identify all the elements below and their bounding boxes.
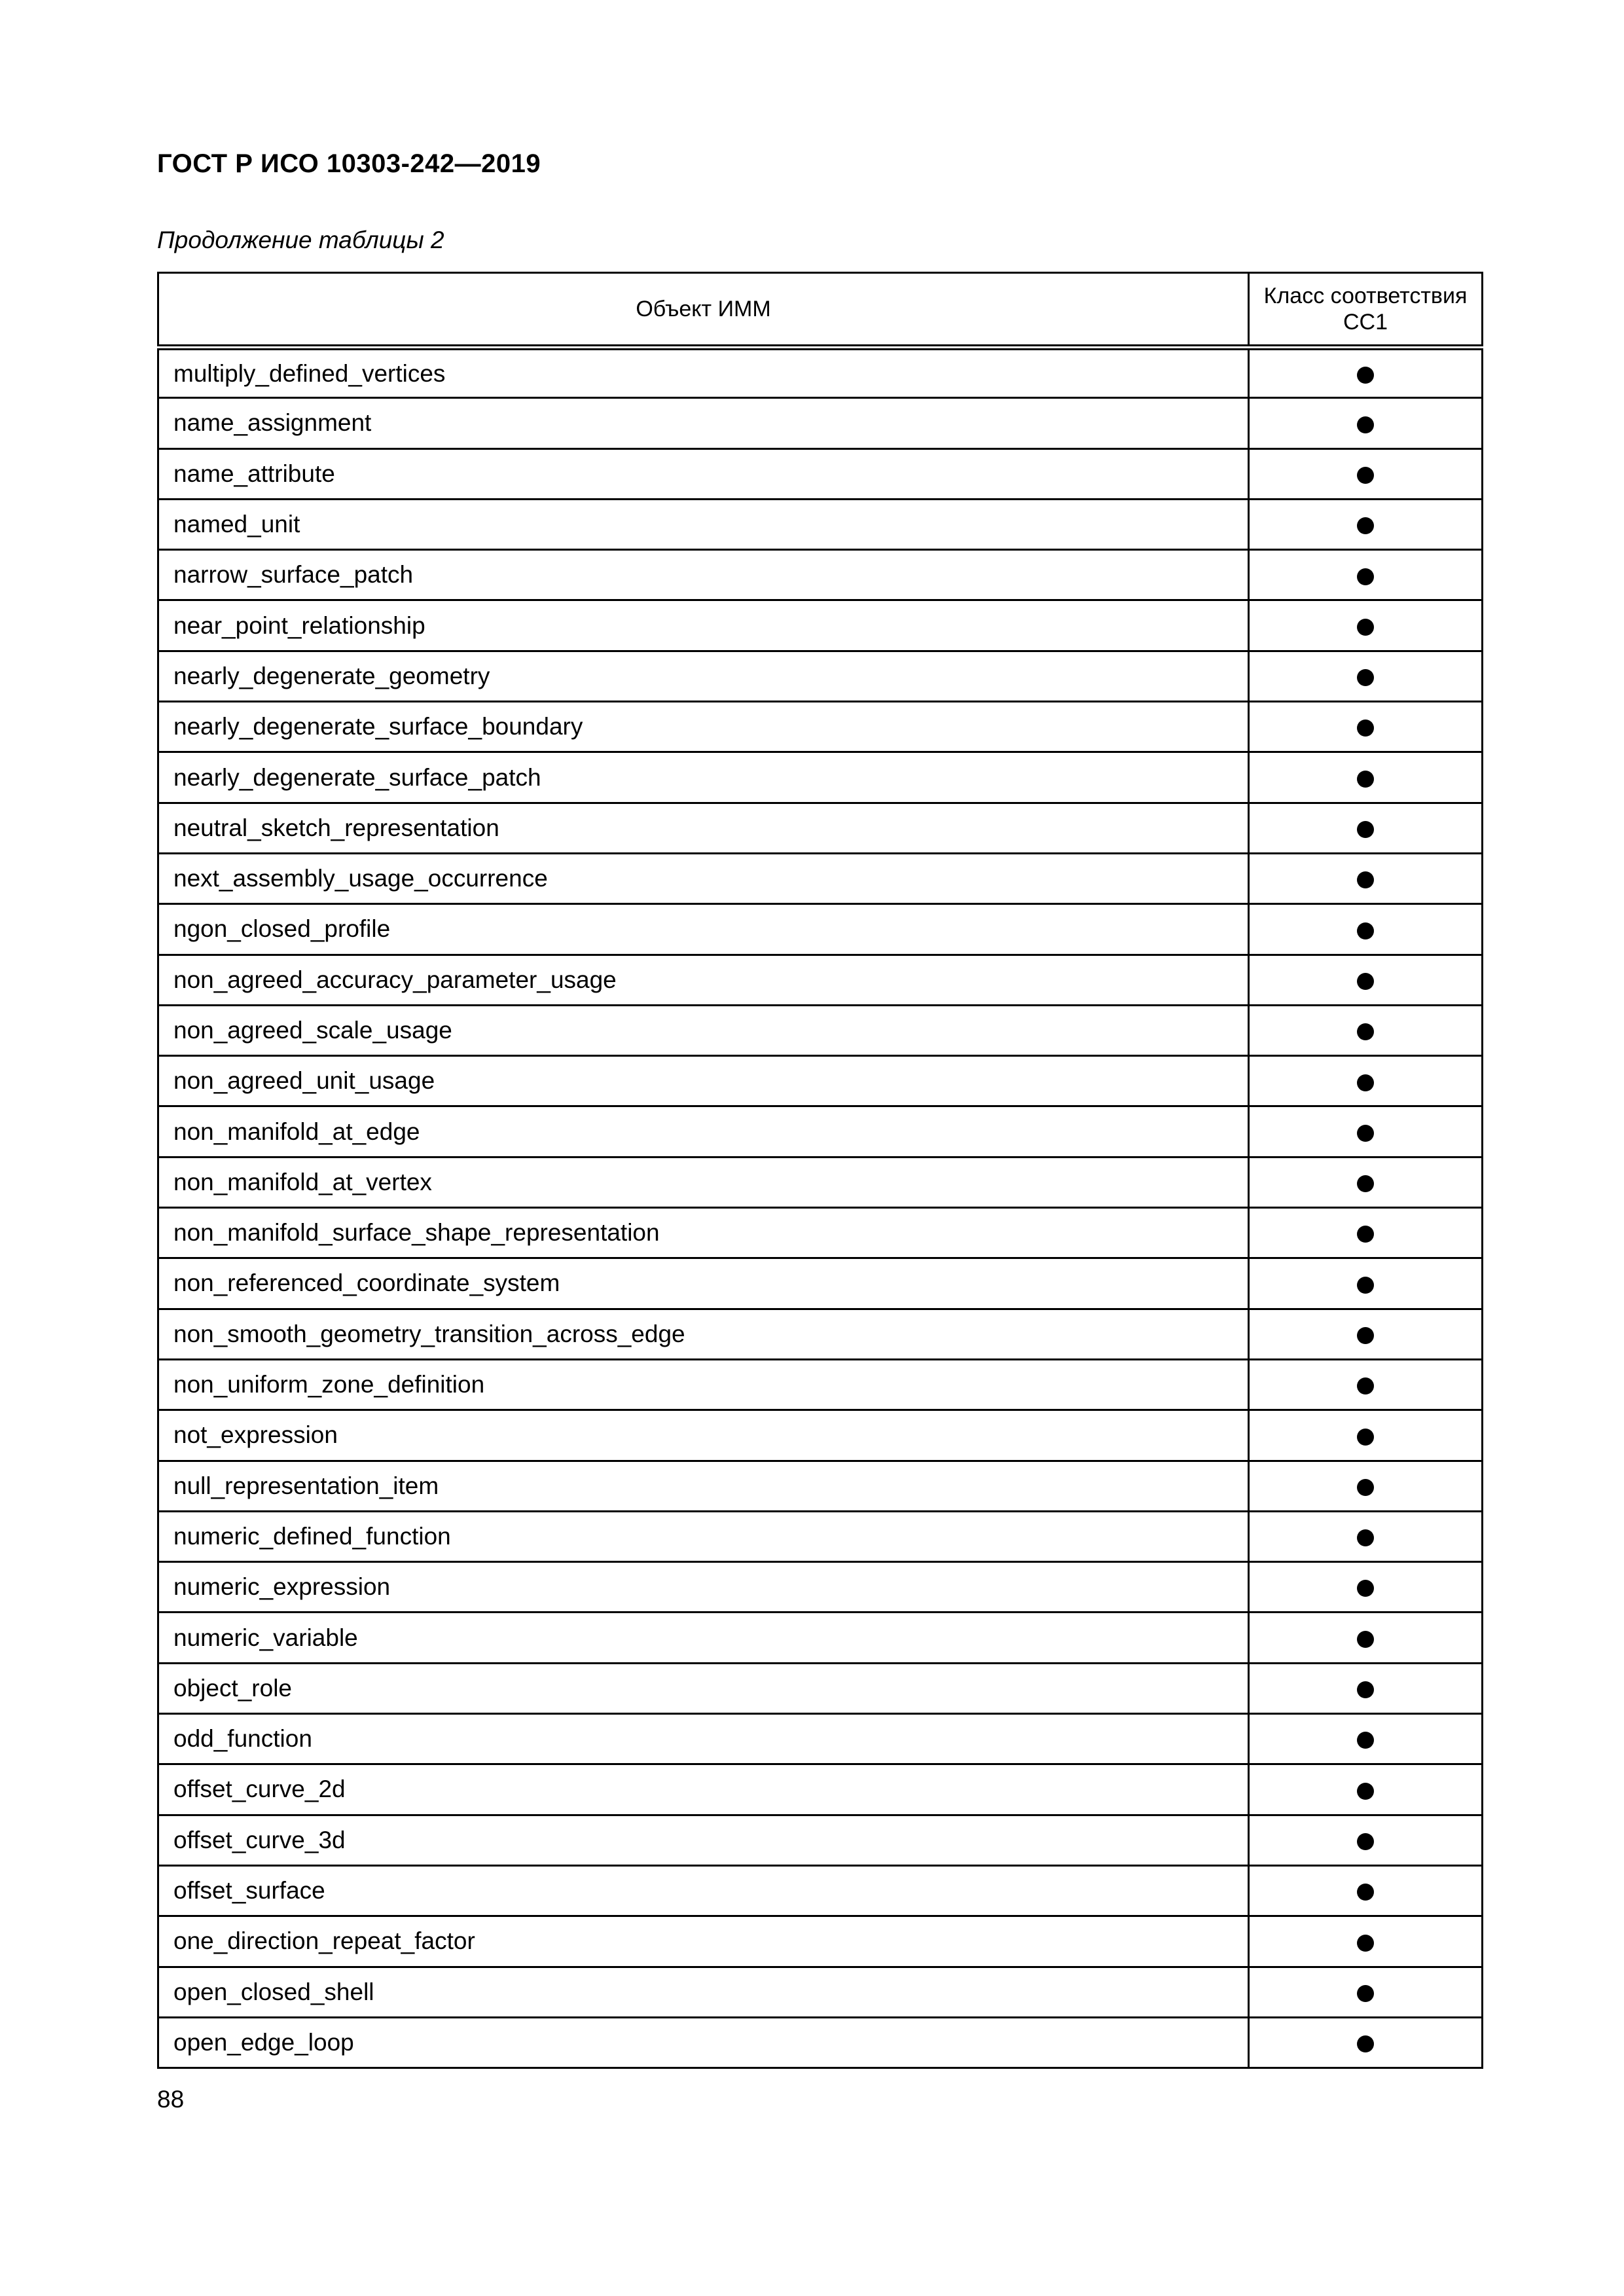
- filled-circle-icon: [1357, 2035, 1374, 2052]
- header-conformance-class-label: Класс соответствия: [1263, 283, 1468, 308]
- table-row: [158, 1005, 1483, 1055]
- cc1-mark-cell: [1249, 348, 1483, 398]
- table-row: [158, 904, 1483, 955]
- filled-circle-icon: [1357, 1175, 1374, 1192]
- object-name-cell: null_representation_item: [158, 1461, 1249, 1511]
- table-row: [158, 1714, 1483, 1764]
- object-name-cell: offset_surface: [158, 1865, 1249, 1916]
- filled-circle-icon: [1357, 922, 1374, 939]
- object-name-cell: name_assignment: [158, 398, 1249, 448]
- object-name-cell: offset_curve_2d: [158, 1764, 1249, 1815]
- filled-circle-icon: [1357, 871, 1374, 888]
- table-row: [158, 1157, 1483, 1207]
- filled-circle-icon: [1357, 973, 1374, 990]
- filled-circle-icon: [1357, 1529, 1374, 1546]
- filled-circle-icon: [1357, 367, 1374, 384]
- object-name-cell: not_expression: [158, 1410, 1249, 1461]
- object-name-cell: near_point_relationship: [158, 600, 1249, 651]
- table-row: [158, 600, 1483, 651]
- object-name-cell: non_smooth_geometry_transition_across_edge: [158, 1309, 1249, 1359]
- cc1-mark-cell: [1249, 1562, 1483, 1613]
- object-name-cell: non_agreed_scale_usage: [158, 1005, 1249, 1055]
- filled-circle-icon: [1357, 1074, 1374, 1091]
- header-conformance-class: [1249, 273, 1483, 348]
- filled-circle-icon: [1357, 1580, 1374, 1597]
- cc1-mark-cell: [1249, 752, 1483, 803]
- filled-circle-icon: [1357, 1277, 1374, 1294]
- object-name-cell: nearly_degenerate_surface_patch: [158, 752, 1249, 803]
- table-row: [158, 752, 1483, 803]
- table-row: [158, 651, 1483, 701]
- object-name-cell: numeric_variable: [158, 1613, 1249, 1663]
- filled-circle-icon: [1357, 517, 1374, 534]
- table-row: [158, 1208, 1483, 1258]
- object-name-cell: non_manifold_at_vertex: [158, 1157, 1249, 1207]
- table-row: [158, 398, 1483, 448]
- object-name-cell: nearly_degenerate_geometry: [158, 651, 1249, 701]
- filled-circle-icon: [1357, 1833, 1374, 1850]
- table-row: [158, 1663, 1483, 1713]
- object-name-cell: non_uniform_zone_definition: [158, 1359, 1249, 1410]
- cc1-mark-cell: [1249, 1511, 1483, 1561]
- cc1-mark-cell: [1249, 1663, 1483, 1713]
- object-name-cell: name_attribute: [158, 448, 1249, 499]
- object-name-cell: non_agreed_accuracy_parameter_usage: [158, 955, 1249, 1005]
- object-name-cell: open_edge_loop: [158, 2017, 1249, 2068]
- header-object: Объект ИММ: [158, 273, 1249, 348]
- cc1-mark-cell: [1249, 904, 1483, 955]
- table-row: [158, 1967, 1483, 2017]
- object-name-cell: numeric_defined_function: [158, 1511, 1249, 1561]
- cc1-mark-cell: [1249, 499, 1483, 549]
- object-name-cell: non_referenced_coordinate_system: [158, 1258, 1249, 1309]
- filled-circle-icon: [1357, 1681, 1374, 1698]
- table-row: [158, 955, 1483, 1005]
- table-row: [158, 1764, 1483, 1815]
- cc1-mark-cell: [1249, 1967, 1483, 2017]
- table-row: [158, 702, 1483, 752]
- cc1-mark-cell: [1249, 702, 1483, 752]
- table-row: [158, 1916, 1483, 1967]
- object-name-cell: named_unit: [158, 499, 1249, 549]
- cc1-mark-cell: [1249, 448, 1483, 499]
- cc1-mark-cell: [1249, 1714, 1483, 1764]
- cc1-mark-cell: [1249, 1865, 1483, 1916]
- cc1-mark-cell: [1249, 1764, 1483, 1815]
- cc1-mark-cell: [1249, 1258, 1483, 1309]
- filled-circle-icon: [1357, 1783, 1374, 1800]
- table-row: [158, 1056, 1483, 1106]
- table-row: [158, 499, 1483, 549]
- cc1-mark-cell: [1249, 1208, 1483, 1258]
- table-row: [158, 1511, 1483, 1561]
- filled-circle-icon: [1357, 467, 1374, 484]
- table-header-row: [158, 273, 1483, 348]
- cc1-mark-cell: [1249, 1106, 1483, 1157]
- cc1-mark-cell: [1249, 853, 1483, 903]
- cc1-mark-cell: [1249, 1359, 1483, 1410]
- table-row: [158, 448, 1483, 499]
- filled-circle-icon: [1357, 1429, 1374, 1446]
- object-name-cell: offset_curve_3d: [158, 1815, 1249, 1865]
- cc1-mark-cell: [1249, 398, 1483, 448]
- filled-circle-icon: [1357, 568, 1374, 585]
- filled-circle-icon: [1357, 1226, 1374, 1243]
- header-cc1-label: CC1: [1343, 310, 1388, 335]
- filled-circle-icon: [1357, 821, 1374, 838]
- table-row: [158, 1815, 1483, 1865]
- object-name-cell: odd_function: [158, 1714, 1249, 1764]
- table-row: [158, 1106, 1483, 1157]
- filled-circle-icon: [1357, 1023, 1374, 1040]
- object-name-cell: open_closed_shell: [158, 1967, 1249, 2017]
- cc1-mark-cell: [1249, 1461, 1483, 1511]
- cc1-mark-cell: [1249, 1916, 1483, 1967]
- filled-circle-icon: [1357, 1732, 1374, 1749]
- table-body: [158, 348, 1483, 2068]
- cc1-mark-cell: [1249, 550, 1483, 600]
- object-name-cell: object_role: [158, 1663, 1249, 1713]
- filled-circle-icon: [1357, 720, 1374, 737]
- document-code: ГОСТ Р ИСО 10303-242—2019: [157, 149, 541, 178]
- object-name-cell: non_manifold_at_edge: [158, 1106, 1249, 1157]
- cc1-mark-cell: [1249, 803, 1483, 853]
- table-row: [158, 1359, 1483, 1410]
- object-name-cell: narrow_surface_patch: [158, 550, 1249, 600]
- table-row: [158, 1258, 1483, 1309]
- table-row: [158, 550, 1483, 600]
- cc1-mark-cell: [1249, 651, 1483, 701]
- cc1-mark-cell: [1249, 1157, 1483, 1207]
- filled-circle-icon: [1357, 619, 1374, 636]
- object-name-cell: multiply_defined_vertices: [158, 348, 1249, 398]
- table-row: [158, 1461, 1483, 1511]
- table-row: [158, 1562, 1483, 1613]
- cc1-mark-cell: [1249, 2017, 1483, 2068]
- object-name-cell: neutral_sketch_representation: [158, 803, 1249, 853]
- cc1-mark-cell: [1249, 1056, 1483, 1106]
- object-name-cell: non_agreed_unit_usage: [158, 1056, 1249, 1106]
- filled-circle-icon: [1357, 1327, 1374, 1344]
- page-number: 88: [157, 2086, 185, 2113]
- filled-circle-icon: [1357, 1631, 1374, 1648]
- conformance-table: [157, 272, 1483, 2069]
- table-row: [158, 348, 1483, 398]
- object-name-cell: one_direction_repeat_factor: [158, 1916, 1249, 1967]
- cc1-mark-cell: [1249, 1309, 1483, 1359]
- table-row: [158, 2017, 1483, 2068]
- filled-circle-icon: [1357, 1377, 1374, 1394]
- filled-circle-icon: [1357, 669, 1374, 686]
- table-row: [158, 803, 1483, 853]
- cc1-mark-cell: [1249, 955, 1483, 1005]
- table-caption: Продолжение таблицы 2: [157, 227, 444, 253]
- table-row: [158, 1309, 1483, 1359]
- filled-circle-icon: [1357, 1935, 1374, 1952]
- cc1-mark-cell: [1249, 1613, 1483, 1663]
- table-row: [158, 853, 1483, 903]
- filled-circle-icon: [1357, 1884, 1374, 1901]
- object-name-cell: non_manifold_surface_shape_representation: [158, 1208, 1249, 1258]
- table-row: [158, 1410, 1483, 1461]
- object-name-cell: nearly_degenerate_surface_boundary: [158, 702, 1249, 752]
- filled-circle-icon: [1357, 1479, 1374, 1496]
- cc1-mark-cell: [1249, 1005, 1483, 1055]
- object-name-cell: next_assembly_usage_occurrence: [158, 853, 1249, 903]
- cc1-mark-cell: [1249, 1815, 1483, 1865]
- cc1-mark-cell: [1249, 1410, 1483, 1461]
- object-name-cell: ngon_closed_profile: [158, 904, 1249, 955]
- object-name-cell: numeric_expression: [158, 1562, 1249, 1613]
- table-row: [158, 1865, 1483, 1916]
- filled-circle-icon: [1357, 1125, 1374, 1142]
- filled-circle-icon: [1357, 1985, 1374, 2002]
- cc1-mark-cell: [1249, 600, 1483, 651]
- filled-circle-icon: [1357, 416, 1374, 433]
- table-row: [158, 1613, 1483, 1663]
- filled-circle-icon: [1357, 771, 1374, 788]
